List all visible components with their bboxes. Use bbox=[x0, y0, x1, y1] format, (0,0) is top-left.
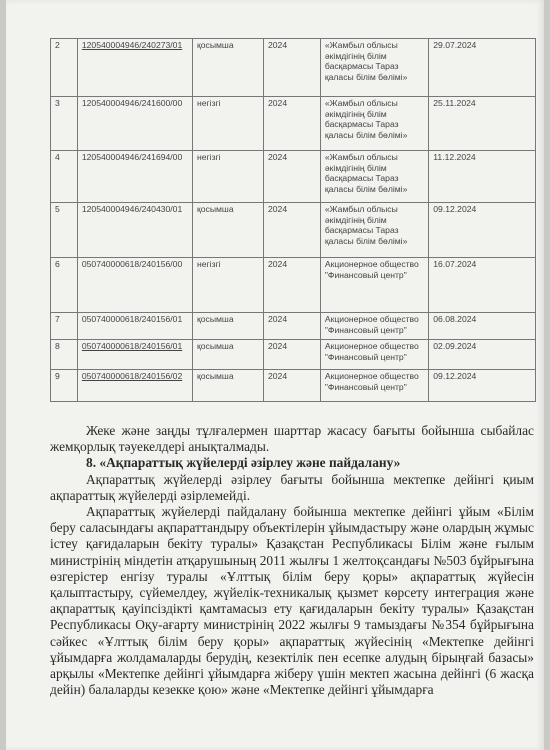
table-row bbox=[51, 340, 536, 370]
contract-year: 2024 bbox=[263, 340, 320, 370]
contract-code: 120540004946/241600/00 bbox=[77, 97, 192, 151]
organization-name: Акционерное общество "Финансовый центр" bbox=[320, 340, 428, 370]
table-row bbox=[51, 258, 536, 313]
contract-type: негізгі bbox=[193, 258, 264, 313]
contract-code: 050740000618/240156/01 bbox=[77, 340, 192, 370]
contract-type: қосымша bbox=[193, 313, 264, 340]
table-row bbox=[51, 39, 536, 97]
table-row bbox=[51, 370, 536, 402]
table-row bbox=[51, 97, 536, 151]
organization-name: «Жамбыл облысы әкімдігінің білім басқармасы Тараз қаласы білім бөлімі» bbox=[320, 97, 428, 151]
contract-type: қосымша bbox=[193, 39, 264, 97]
organization-name: Акционерное общество "Финансовый центр" bbox=[320, 313, 428, 340]
table-row bbox=[51, 203, 536, 258]
organization-name: Акционерное общество "Финансовый центр" bbox=[320, 258, 428, 313]
contract-date: 16.07.2024 bbox=[429, 258, 536, 313]
contract-year: 2024 bbox=[263, 258, 320, 313]
row-number: 5 bbox=[51, 203, 78, 258]
table-row bbox=[51, 151, 536, 203]
contract-year: 2024 bbox=[263, 203, 320, 258]
contract-year: 2024 bbox=[263, 97, 320, 151]
table-row bbox=[51, 313, 536, 340]
contract-type: қосымша bbox=[193, 203, 264, 258]
paragraph-no-risks: Жеке және заңды тұлғалермен шарттар жасасу бағыты бойынша сыбайлас жемқорлық тәуекелдері анықталмады. bbox=[50, 423, 534, 455]
contract-code: 050740000618/240156/02 bbox=[77, 370, 192, 402]
contract-code: 050740000618/240156/00 bbox=[77, 258, 192, 313]
contract-date: 06.08.2024 bbox=[429, 313, 536, 340]
contract-date: 09.12.2024 bbox=[429, 370, 536, 402]
contract-code: 050740000618/240156/01 bbox=[77, 313, 192, 340]
section-heading: 8. «Ақпараттық жүйелерді әзірлеу және пайдалану» bbox=[86, 455, 401, 471]
contract-year: 2024 bbox=[263, 39, 320, 97]
paragraph-usage: Ақпараттық жүйелерді пайдалану бойынша мектепке дейінгі ұйым «Білім беру саласындағы ақпараттандыру объектілерін ұйымдастыру және олардың жұмыс істеу қағидаларын бекіту туралы» Қазақстан Республикасы Білім және ғылым министрінің міндетін атқарушының 2011 жылғы 1 желтоқсандағы №503 бұйрығына өзгерістер енгізу туралы «Ұлттық білім беру қоры» ақпараттық жүйесін қалыптастыру, сүйемелдеу, жүйелік-техникалық қызмет көрсету интеграция және ақпараттық қауіпсіздікті қамтамасыз ету қағидаларын бекіту туралы» Қазақстан Республикасы Оқу-ағарту министрінің 2022 жылғы 9 тамыздағы №354 бұйрығына сәйкес «Ұлттық білім беру қоры» ақпараттық жүйесінің «Мектепке дейінгі ұйымдарға жолдамаларды берудің, кезектілік пен есепке алудың бірыңғай базасы» арқылы «Мектепке дейінгі ұйымдарға жіберу үшін мектеп жасына дейінгі (6 жасқа дейін) балаларды кезекке қою» және «Мектепке дейінгі ұйымдарға bbox=[50, 504, 534, 698]
organization-name: Акционерное общество "Финансовый центр" bbox=[320, 370, 428, 402]
contract-code: 120540004946/241694/00 bbox=[77, 151, 192, 203]
document-body bbox=[50, 423, 534, 698]
contract-year: 2024 bbox=[263, 370, 320, 402]
registry-table-body bbox=[51, 39, 536, 402]
document-page bbox=[6, 0, 544, 750]
row-number: 7 bbox=[51, 313, 78, 340]
contract-type: негізгі bbox=[193, 151, 264, 203]
contract-year: 2024 bbox=[263, 313, 320, 340]
contract-date: 09.12.2024 bbox=[429, 203, 536, 258]
contract-type: негізгі bbox=[193, 97, 264, 151]
row-number: 8 bbox=[51, 340, 78, 370]
paragraph-development: Ақпараттық жүйелерді әзірлеу бағыты бойынша мектепке дейінгі қиым ақпараттық жүйелерді әзірлемейді. bbox=[50, 471, 534, 503]
contract-date: 29.07.2024 bbox=[429, 39, 536, 97]
contract-date: 11.12.2024 bbox=[429, 151, 536, 203]
organization-name: «Жамбыл облысы әкімдігінің білім басқармасы Тараз қаласы білім бөлімі» bbox=[320, 39, 428, 97]
contract-date: 02.09.2024 bbox=[429, 340, 536, 370]
row-number: 6 bbox=[51, 258, 78, 313]
row-number: 4 bbox=[51, 151, 78, 203]
organization-name: «Жамбыл облысы әкімдігінің білім басқармасы Тараз қаласы білім бөлімі» bbox=[320, 151, 428, 203]
contract-type: қосымша bbox=[193, 370, 264, 402]
organization-name: «Жамбыл облысы әкімдігінің білім басқармасы Тараз қаласы білім бөлімі» bbox=[320, 203, 428, 258]
row-number: 2 bbox=[51, 39, 78, 97]
contract-code: 120540004946/240273/01 bbox=[77, 39, 192, 97]
row-number: 9 bbox=[51, 370, 78, 402]
contract-year: 2024 bbox=[263, 151, 320, 203]
contract-date: 25.11.2024 bbox=[429, 97, 536, 151]
contract-type: қосымша bbox=[193, 340, 264, 370]
row-number: 3 bbox=[51, 97, 78, 151]
registry-table bbox=[50, 38, 536, 402]
contract-code: 120540004946/240430/01 bbox=[77, 203, 192, 258]
